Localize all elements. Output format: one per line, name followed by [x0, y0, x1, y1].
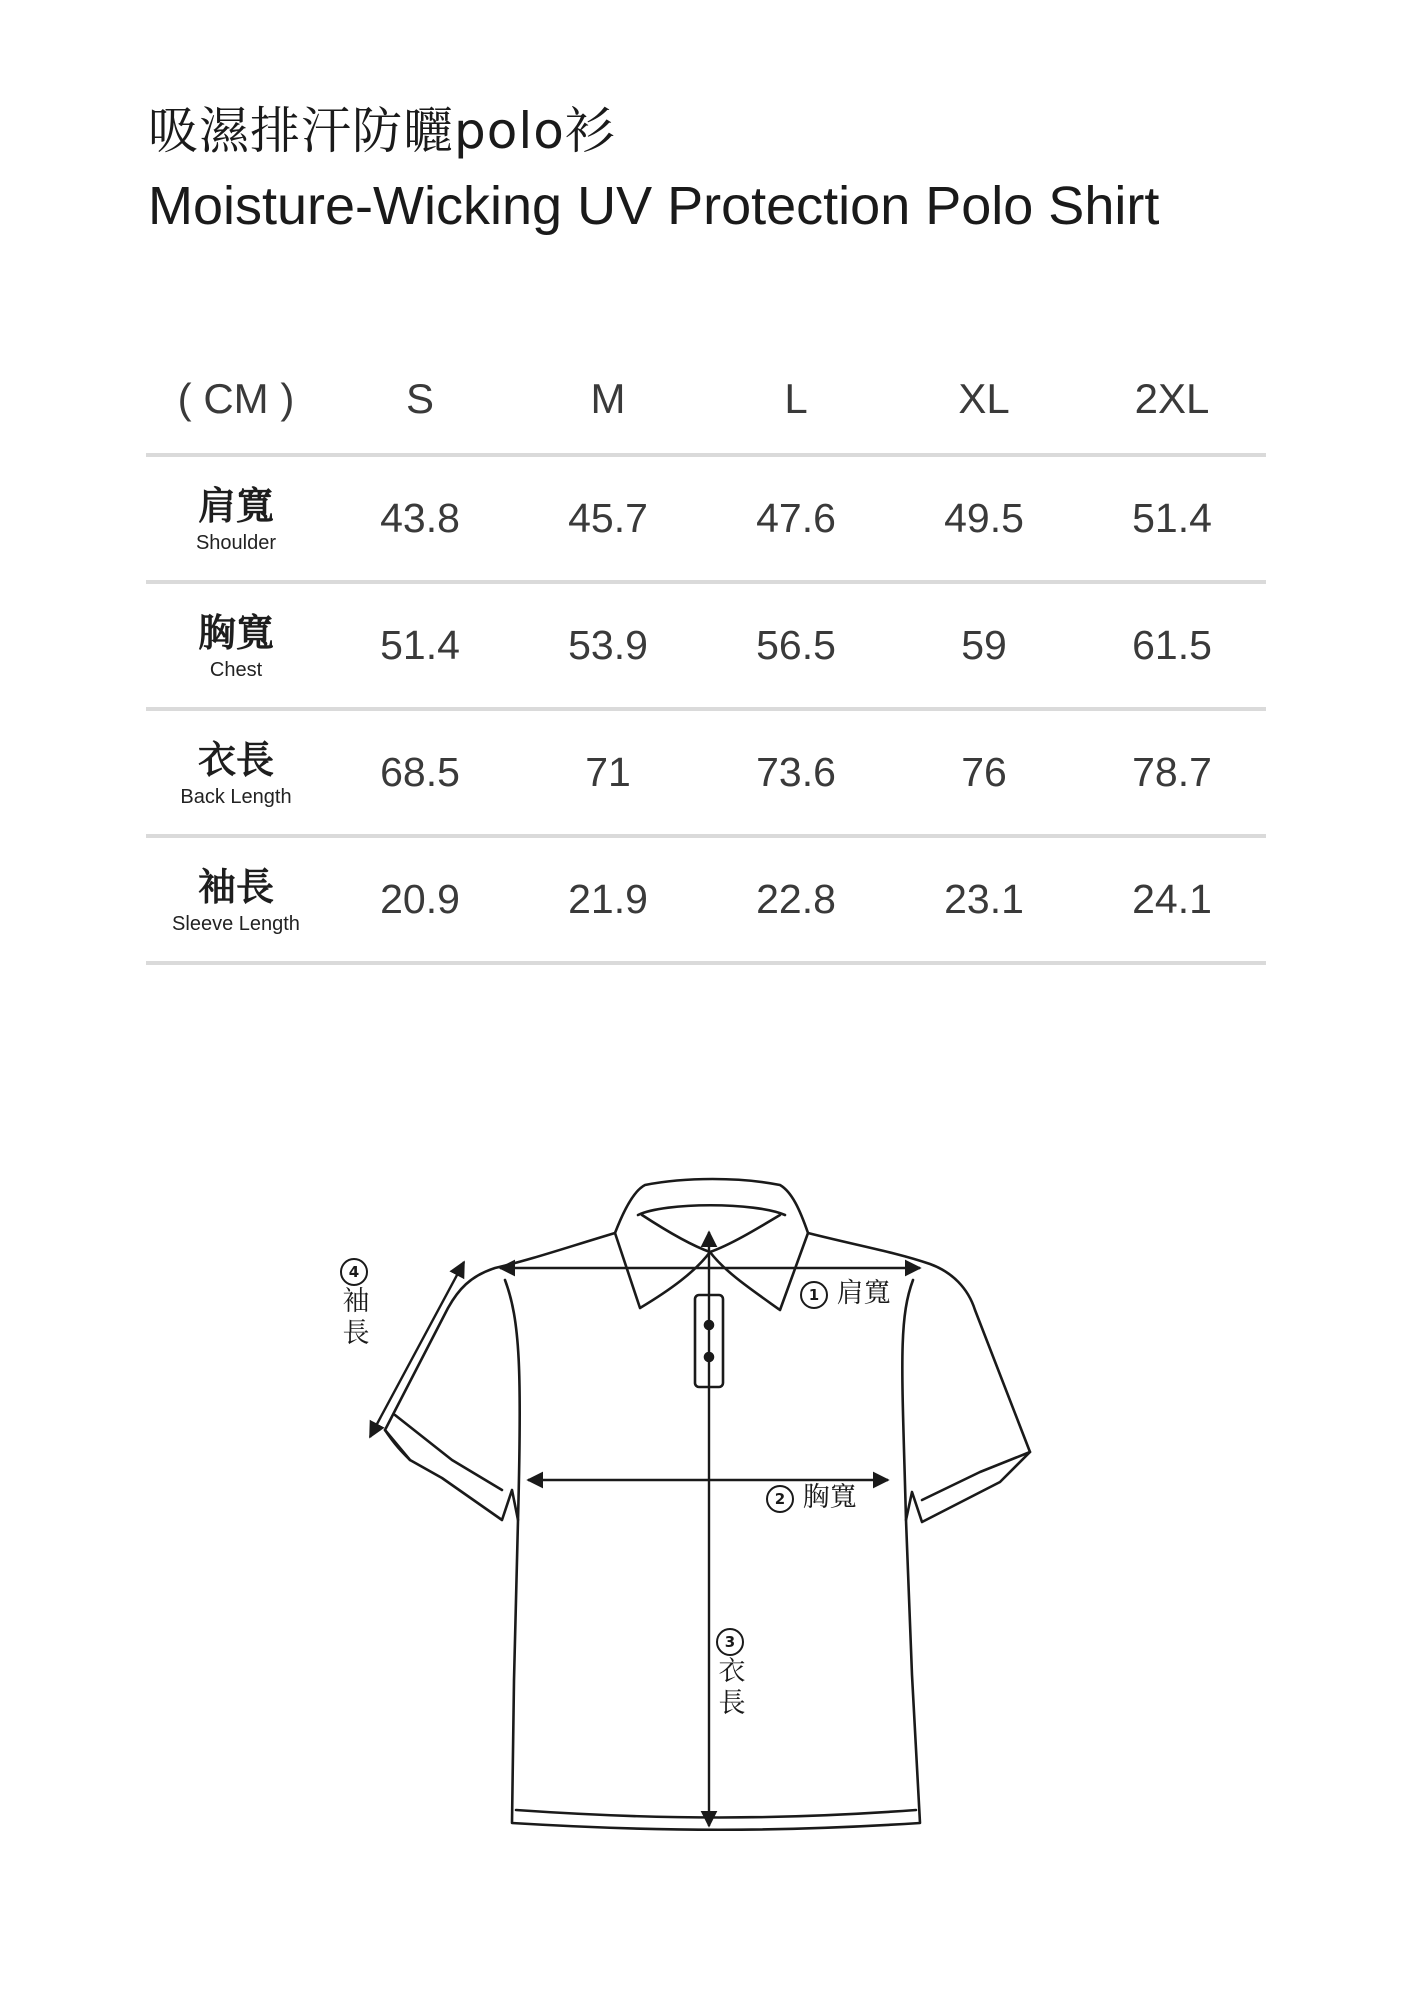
- table-cell: 51.4: [380, 622, 460, 668]
- table-row-back-length: [146, 711, 1266, 834]
- row-label-zh: 衣長: [197, 737, 274, 782]
- table-row-chest: [146, 584, 1266, 707]
- title-chinese: 吸濕排汗防曬polo衫: [148, 102, 616, 160]
- table-cell: 68.5: [380, 749, 460, 795]
- table-cell: 20.9: [380, 876, 460, 922]
- table-cell: 24.1: [1132, 876, 1212, 922]
- table-cell: 43.8: [380, 495, 460, 541]
- row-label-en: Back Length: [180, 785, 292, 808]
- table-cell: 56.5: [756, 622, 836, 668]
- size-chart-table: [146, 345, 1266, 965]
- callout-number: 3: [716, 1628, 744, 1656]
- row-label: [146, 482, 326, 556]
- callout-label: 長: [718, 1688, 746, 1719]
- row-label-en: Sleeve Length: [172, 912, 300, 935]
- row-label-en: Shoulder: [195, 531, 277, 554]
- polo-measurement-diagram: [340, 1160, 1070, 1880]
- row-label-zh: 袖長: [197, 864, 274, 909]
- callout-number: 2: [766, 1485, 794, 1513]
- size-header: XL: [958, 375, 1010, 422]
- callout-number: 1: [800, 1281, 828, 1309]
- size-header: M: [590, 375, 626, 422]
- size-header-row: [146, 345, 1266, 453]
- polo-shirt-illustration: [340, 1160, 1070, 1880]
- length-callout: [716, 1628, 748, 1720]
- title-english: Moisture-Wicking UV Protection Polo Shirt: [148, 176, 1160, 236]
- table-cell: 21.9: [568, 876, 648, 922]
- table-cell: 23.1: [944, 876, 1024, 922]
- table-cell: 73.6: [756, 749, 836, 795]
- table-divider: [146, 961, 1266, 965]
- row-label-zh: 胸寬: [197, 610, 274, 655]
- size-header: S: [405, 375, 434, 422]
- table-cell: 61.5: [1132, 622, 1212, 668]
- row-label: [146, 736, 326, 810]
- shoulder-callout: [800, 1278, 891, 1310]
- row-label: [146, 863, 326, 937]
- chest-callout: [766, 1482, 857, 1514]
- table-row-shoulder: [146, 457, 1266, 580]
- table-cell: 51.4: [1132, 495, 1212, 541]
- callout-label: 肩寬: [836, 1278, 891, 1309]
- table-cell: 53.9: [568, 622, 648, 668]
- table-cell: 59: [961, 622, 1007, 668]
- table-cell: 49.5: [944, 495, 1024, 541]
- table-cell: 78.7: [1132, 749, 1212, 795]
- row-label-en: Chest: [209, 658, 263, 681]
- table-cell: 47.6: [756, 495, 836, 541]
- table-cell: 71: [585, 749, 631, 795]
- unit-label: ( CM ): [177, 375, 295, 422]
- row-label: [146, 609, 326, 683]
- callout-label: 胸寬: [802, 1482, 857, 1513]
- callout-number: 4: [340, 1258, 368, 1286]
- sleeve-callout: [340, 1258, 372, 1350]
- table-row-sleeve-length: [146, 838, 1266, 961]
- table-cell: 76: [961, 749, 1007, 795]
- callout-label: 長: [342, 1318, 370, 1349]
- callout-label: 袖: [342, 1286, 370, 1317]
- size-header: 2XL: [1134, 375, 1210, 422]
- row-label-zh: 肩寬: [197, 483, 274, 528]
- table-cell: 45.7: [568, 495, 648, 541]
- size-header: L: [784, 375, 808, 422]
- table-cell: 22.8: [756, 876, 836, 922]
- callout-label: 衣: [718, 1656, 746, 1687]
